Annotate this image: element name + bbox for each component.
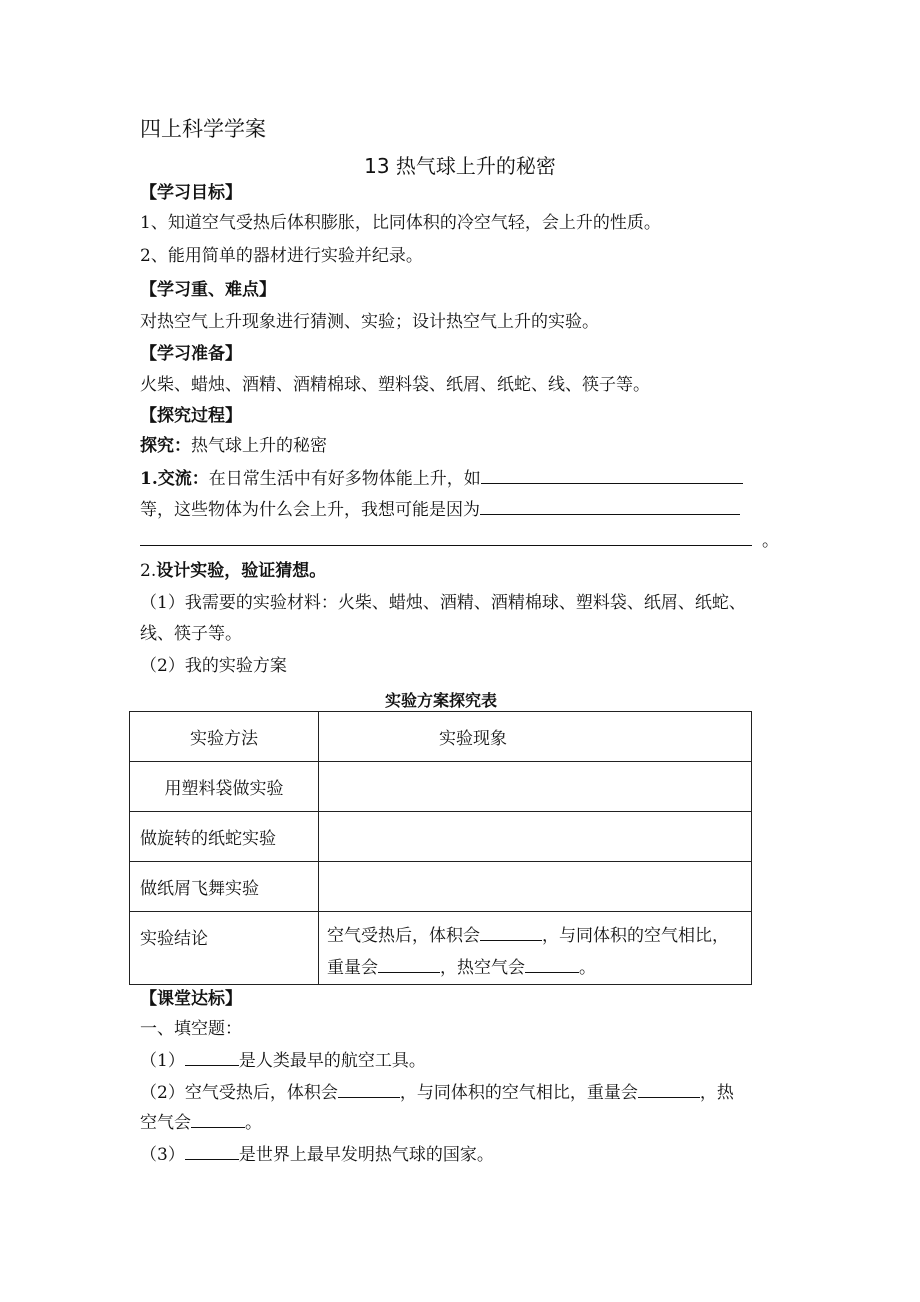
question-text: （2）空气受热后，体积会	[140, 1083, 338, 1103]
question-text: 空气会	[140, 1113, 191, 1133]
question-1-line-3	[140, 529, 779, 552]
practice-question-3	[140, 1143, 494, 1166]
key-points-text: 对热空气上升现象进行猜测、实验；设计热空气上升的实验。	[140, 312, 599, 332]
answer-blank[interactable]	[378, 956, 440, 973]
method-cell: 做旋转的纸蛇实验	[130, 812, 319, 862]
explore-label: 探究：	[140, 436, 191, 456]
question-text: 是人类最早的航空工具。	[238, 1051, 426, 1071]
phenomenon-cell[interactable]	[319, 762, 752, 812]
explore-text: 热气球上升的秘密	[191, 436, 327, 456]
conclusion-text: 空气受热后，体积会	[327, 926, 480, 946]
phenomenon-cell[interactable]	[319, 812, 752, 862]
answer-blank[interactable]	[525, 956, 579, 973]
answer-blank[interactable]	[185, 1049, 239, 1066]
practice-question-2	[140, 1081, 734, 1104]
conclusion-line-2	[327, 952, 743, 984]
process-heading: 【探究过程】	[140, 406, 242, 426]
question-text: ，热	[699, 1083, 734, 1103]
table-caption: 实验方案探究表	[384, 691, 497, 710]
practice-part-title: 一、填空题：	[140, 1019, 242, 1039]
question-number: （1）	[140, 1051, 185, 1071]
document-header: 四上科学学案	[140, 117, 266, 141]
conclusion-text: ，热空气会	[440, 958, 525, 978]
question-1-line-1	[140, 467, 743, 490]
conclusion-row	[130, 912, 752, 985]
answer-blank[interactable]	[481, 467, 743, 484]
question-2-number: 2.	[140, 561, 157, 581]
goal-1: 1、知道空气受热后体积膨胀，比同体积的冷空气轻，会上升的性质。	[140, 213, 661, 233]
question-2-sub-2: （2）我的实验方案	[140, 656, 287, 676]
question-1-text: 在日常生活中有好多物体能上升，如	[208, 469, 481, 489]
question-1-label: 1.交流：	[140, 469, 209, 489]
key-points-heading: 【学习重、难点】	[140, 280, 276, 300]
conclusion-text: 重量会	[327, 958, 378, 978]
question-2-label: 设计实验，验证猜想。	[156, 561, 327, 581]
question-1-end: 。	[762, 531, 779, 551]
question-number: （3）	[140, 1145, 185, 1165]
goals-heading: 【学习目标】	[140, 183, 242, 203]
practice-question-1	[140, 1049, 426, 1072]
preparation-text: 火柴、蜡烛、酒精、酒精棉球、塑料袋、纸屑、纸蛇、线、筷子等。	[140, 375, 650, 395]
phenomenon-cell[interactable]	[319, 862, 752, 912]
conclusion-cell	[319, 912, 752, 985]
conclusion-label: 实验结论	[130, 912, 319, 985]
method-cell: 做纸屑飞舞实验	[130, 862, 319, 912]
experiment-table	[129, 711, 752, 985]
practice-question-2-cont	[140, 1111, 262, 1134]
explore-line	[140, 435, 327, 457]
question-text: ，与同体积的空气相比，重量会	[399, 1083, 638, 1103]
answer-blank[interactable]	[480, 498, 740, 515]
answer-blank[interactable]	[480, 924, 542, 941]
question-text: 是世界上最早发明热气球的国家。	[238, 1145, 494, 1165]
answer-blank[interactable]	[338, 1081, 400, 1098]
question-2-heading	[140, 560, 326, 582]
table-row	[130, 812, 752, 862]
table-header-row	[130, 712, 752, 762]
question-text: 。	[245, 1113, 262, 1133]
answer-blank[interactable]	[638, 1081, 700, 1098]
practice-heading: 【课堂达标】	[140, 989, 242, 1009]
question-1-text-2: 等，这些物体为什么会上升，我想可能是因为	[140, 500, 480, 520]
table-row	[130, 762, 752, 812]
method-cell: 用塑料袋做实验	[130, 762, 319, 812]
question-2-sub-1: （1）我需要的实验材料：火柴、蜡烛、酒精、酒精棉球、塑料袋、纸屑、纸蛇、	[140, 593, 746, 613]
conclusion-line-1	[327, 920, 743, 952]
answer-blank[interactable]	[191, 1111, 245, 1128]
answer-blank[interactable]	[140, 529, 752, 546]
answer-blank[interactable]	[185, 1143, 239, 1160]
conclusion-text: 。	[579, 958, 596, 978]
lesson-title: 13 热气球上升的秘密	[364, 154, 556, 178]
goal-2: 2、能用简单的器材进行实验并纪录。	[140, 246, 423, 266]
question-2-sub-1-cont: 线、筷子等。	[140, 624, 242, 644]
question-1-line-2	[140, 498, 740, 521]
header-method: 实验方法	[130, 712, 319, 762]
preparation-heading: 【学习准备】	[140, 344, 242, 364]
conclusion-text: ，与同体积的空气相比，	[542, 926, 729, 946]
table-row	[130, 862, 752, 912]
header-phenomenon: 实验现象	[319, 712, 752, 762]
